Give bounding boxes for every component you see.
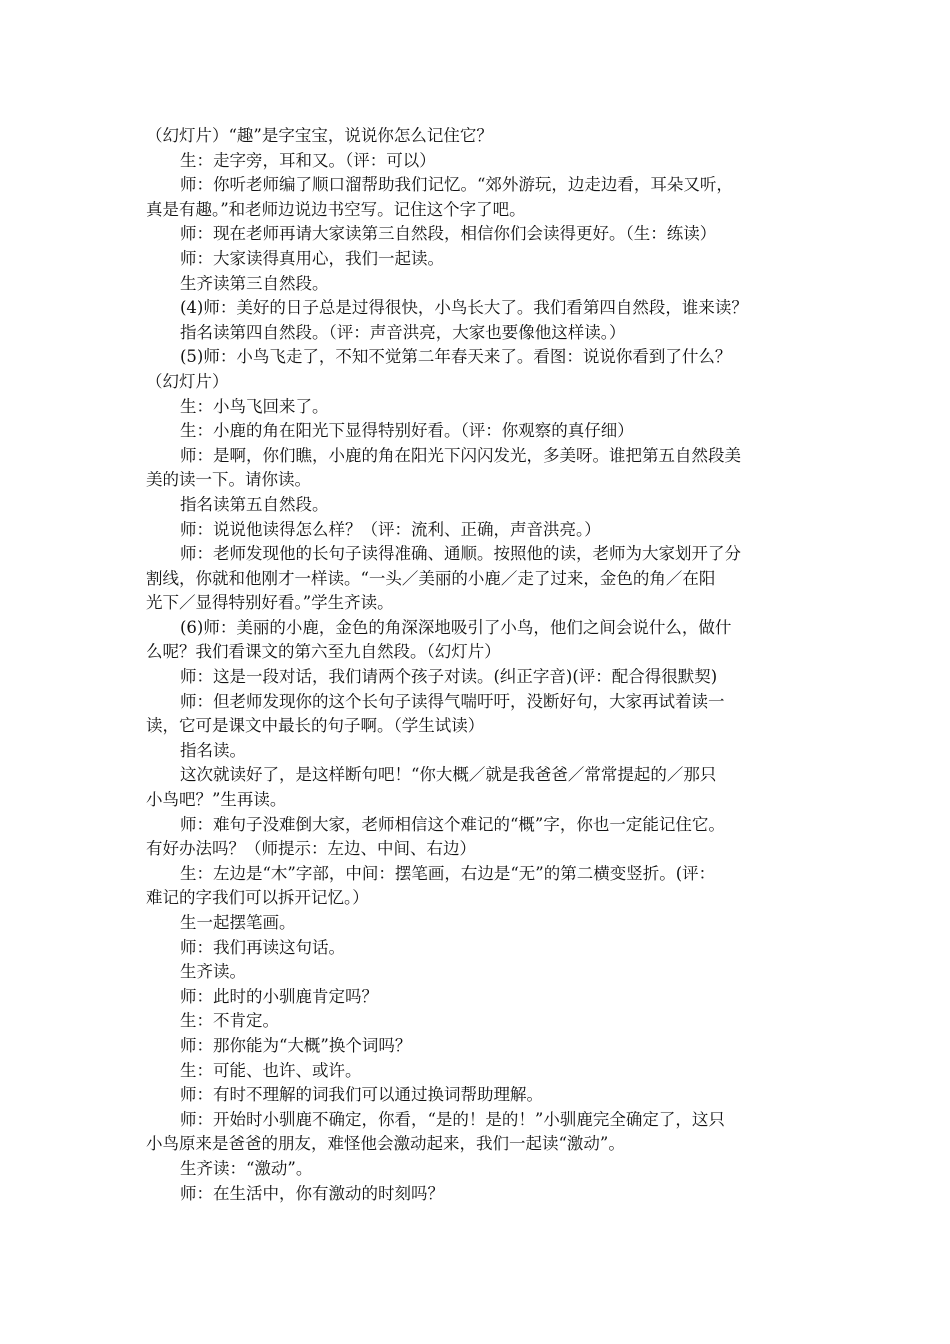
text-line: 师：现在老师再请大家读第三自然段，相信你们会读得更好。（生：练读） <box>180 224 717 244</box>
text-line: 难记的字我们可以拆开记忆。） <box>146 888 369 908</box>
text-line: (5)师：小鸟飞走了，不知不觉第二年春天来了。看图：说说你看到了什么？ <box>180 347 732 367</box>
text-line: 指名读。 <box>180 740 246 760</box>
text-line: 美的读一下。请你读。 <box>146 470 311 490</box>
text-line: 有好办法吗？（师提示：左边、中间、右边） <box>146 839 476 859</box>
text-line: 师：大家读得真用心，我们一起读。 <box>180 248 444 268</box>
text-line: 师：老师发现他的长句子读得准确、通顺。按照他的读，老师为大家划开了分 <box>180 544 741 564</box>
text-line: 指名读第五自然段。 <box>180 494 329 514</box>
text-line: 师：你听老师编了顺口溜帮助我们记忆。“郊外游玩，边走边看，耳朵又听， <box>180 175 733 195</box>
text-line: 师：我们再读这句话。 <box>180 937 345 957</box>
text-line: 师：此时的小驯鹿肯定吗？ <box>180 986 378 1006</box>
text-line: 生齐读。 <box>180 962 246 982</box>
text-line: 师：是啊，你们瞧，小鹿的角在阳光下闪闪发光，多美呀。谁把第五自然段美 <box>180 445 741 465</box>
text-line: 小鸟原来是爸爸的朋友，难怪他会激动起来，我们一起读“激动”。 <box>146 1134 625 1154</box>
text-line: 师：难句子没难倒大家，老师相信这个难记的“概”字，你也一定能记住它。 <box>180 814 725 834</box>
text-line: 师：那你能为“大概”换个词吗？ <box>180 1035 412 1055</box>
text-line: （幻灯片） <box>146 371 229 391</box>
document-body <box>146 124 836 1206</box>
text-line: 生一起摆笔画。 <box>180 913 296 932</box>
text-line: 这次就读好了，是这样断句吧！“你大概／就是我爸爸／常常提起的／那只 <box>180 765 717 785</box>
text-line: 指名读第四自然段。（评：声音洪亮，大家也要像他这样读。） <box>180 322 626 342</box>
text-line: 生：走字旁，耳和又。（评：可以） <box>180 150 436 170</box>
text-line: 光下／显得特别好看。”学生齐读。 <box>146 593 394 613</box>
text-line: （幻灯片）“趣”是字宝宝，说说你怎么记住它？ <box>146 126 493 145</box>
text-line: 生：可能、也许、或许。 <box>180 1060 362 1080</box>
text-line: 生：不肯定。 <box>180 1011 279 1031</box>
text-line: 师：在生活中，你有激动的时刻吗？ <box>180 1183 444 1203</box>
text-line: 割线，你就和他刚才一样读。“一头／美丽的小鹿／走了过来，金色的角／在阳 <box>146 568 716 588</box>
text-line: 师：开始时小驯鹿不确定，你看，“是的！是的！”小驯鹿完全确定了，这只 <box>180 1109 725 1129</box>
text-line: 生：小鸟飞回来了。 <box>180 396 329 416</box>
text-line: 么呢？我们看课文的第六至九自然段。（幻灯片） <box>146 642 501 662</box>
text-line: 生：左边是“木”字部，中间：摆笔画，右边是“无”的第二横变竖折。(评： <box>180 863 716 883</box>
text-line: 生：小鹿的角在阳光下显得特别好看。（评：你观察的真仔细） <box>180 421 634 441</box>
text-line: 生齐读：“激动”。 <box>180 1158 313 1178</box>
text-line: 师：但老师发现你的这个长句子读得气喘吁吁，没断好句，大家再试着读一 <box>180 691 725 711</box>
text-line: 师：有时不理解的词我们可以通过换词帮助理解。 <box>180 1085 543 1105</box>
text-line: 师：这是一段对话，我们请两个孩子对读。(纠正字音)(评：配合得很默契) <box>180 667 718 687</box>
text-line: (4)师：美好的日子总是过得很快，小鸟长大了。我们看第四自然段，谁来读？ <box>180 298 748 318</box>
text-line: 师：说说他读得怎么样？（评：流利、正确，声音洪亮。） <box>180 519 601 539</box>
text-line: 读，它可是课文中最长的句子啊。（学生试读） <box>146 716 485 736</box>
text-line: 小鸟吧？”生再读。 <box>146 790 287 810</box>
text-line: 生齐读第三自然段。 <box>180 273 329 293</box>
text-line: (6)师：美丽的小鹿，金色的角深深地吸引了小鸟，他们之间会说什么，做什 <box>180 617 732 637</box>
text-line: 真是有趣。”和老师边说边书空写。记住这个字了吧。 <box>146 199 526 219</box>
